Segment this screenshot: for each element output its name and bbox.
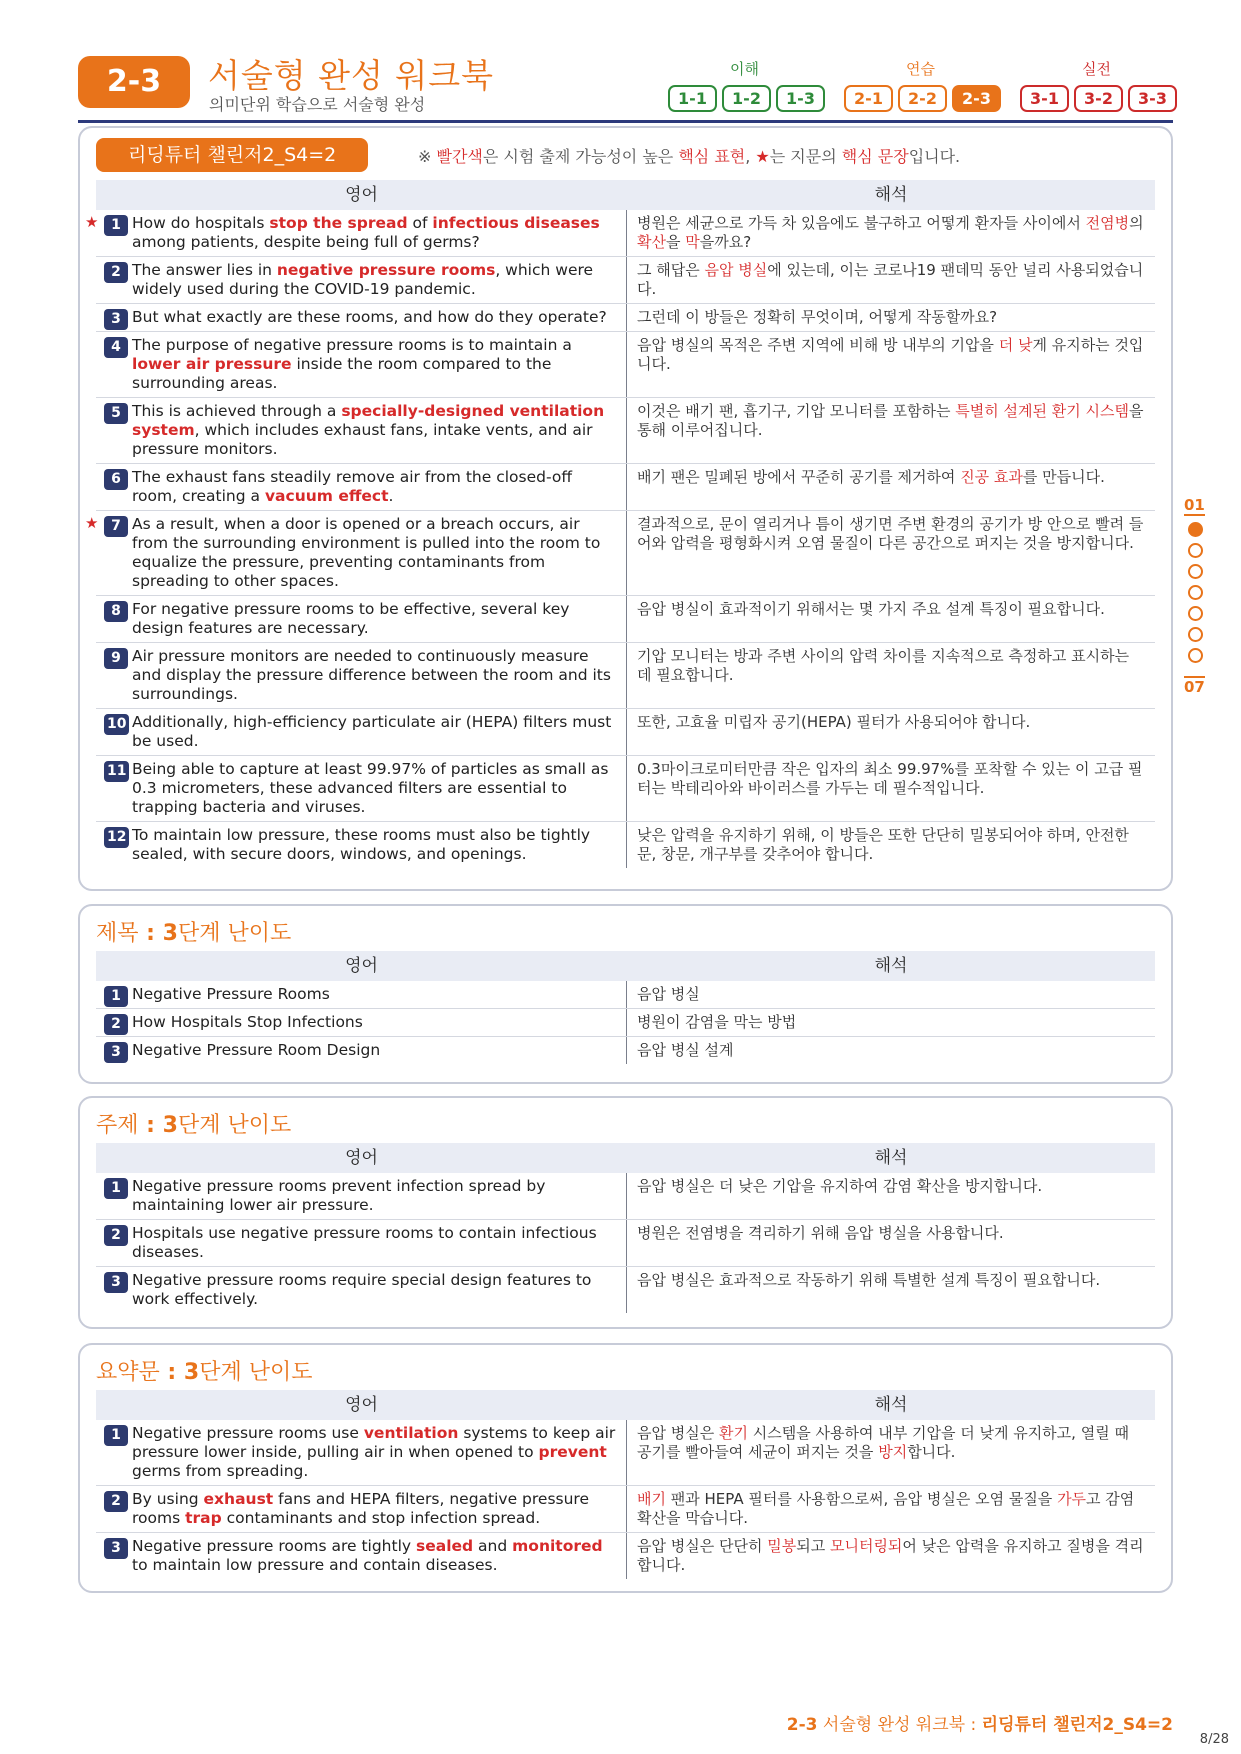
text-segment: 게 유지하는 것입니다. [637,336,1144,373]
passage-label: 리딩튜터 챌린저2_S4=2 [96,138,368,172]
english-sentence [85,511,627,595]
table-row [96,1486,1155,1533]
korean-translation [627,1267,1155,1313]
english-sentence [96,643,627,708]
key-expression: infectious diseases [432,214,600,232]
text-segment: Negative pressure rooms require special design features to work effectively. [132,1271,592,1308]
key-expression: 전염병 [1085,214,1130,232]
progress-dot[interactable] [1188,585,1203,600]
section-title: 요약문 : 3단계 난이도 [96,1360,313,1385]
footer-label: 2-3 서술형 완성 워크북 : 리딩튜터 챌린저2_S4=2 [786,1715,1173,1735]
key-expression: negative pressure rooms [276,261,496,279]
key-expression: 진공 효과 [960,468,1023,486]
korean-translation [627,1420,1155,1485]
text-segment: among patients, despite being full of germs? [132,233,480,251]
key-expression: prevent [538,1443,607,1461]
key-expression: 방지 [878,1443,908,1461]
key-sentence-star-icon: ★ [85,213,99,231]
column-translation: 해석 [874,185,908,205]
english-sentence [96,1173,627,1219]
text-segment: 시스템을 사용하여 내부 기압을 더 낮게 유지하고, 열릴 때 공기를 빨아들여 세균이 퍼지는 것을 [637,1424,1129,1461]
english-sentence [96,332,627,397]
table-row [96,1267,1155,1313]
text-segment: systems to keep air pressure lower inside, pulling air in when opened to [132,1424,616,1461]
text-segment: 음압 병실은 효과적으로 작동하기 위해 특별한 설계 특징이 필요합니다. [637,1271,1101,1289]
text-segment: . [388,487,394,505]
korean-translation [627,1173,1155,1219]
sentence-number: 11 [104,761,129,782]
table-row [96,1009,1155,1037]
column-english: 영어 [345,956,378,976]
text-segment: germs from spreading. [132,1462,309,1480]
progress-dot[interactable] [1188,627,1203,642]
table-row [96,643,1155,709]
progress-dot[interactable] [1188,564,1203,579]
table-row [96,1220,1155,1267]
progress-dot[interactable] [1188,543,1203,558]
text-segment: Negative pressure rooms use [132,1424,364,1442]
unit-badge: 2-3 [78,56,190,108]
text-segment: 어 낮은 압력을 유지하고 질병을 격리합니다. [637,1537,1144,1574]
english-sentence [96,1420,627,1485]
column-translation: 해석 [874,1395,908,1415]
sentence-number: 1 [104,215,128,236]
key-expression: 막 [685,233,700,251]
key-expression: 환기 [719,1424,748,1442]
korean-translation [627,511,1155,595]
text-segment: 병원은 전염병을 격리하기 위해 음압 병실을 사용합니다. [637,1224,1004,1242]
text-segment: The purpose of negative pressure rooms is to maintain a [132,336,572,354]
key-expression: 더 낮 [998,336,1033,354]
level-button-1-2[interactable]: 1-2 [722,85,771,112]
column-translation: 해석 [874,956,908,976]
text-segment: inside the room compared to the surrounding areas. [132,355,552,392]
text-segment: , which were widely used during the COVID-19 pandemic. [132,261,594,298]
legend-notice: ※ 빨간색은 시험 출제 가능성이 높은 핵심 표현, ★는 지문의 핵심 문장입니다. [418,147,961,166]
text-segment: By using [132,1490,204,1508]
table-row [96,464,1155,511]
table-row [96,332,1155,398]
key-expression: 음압 병실 [704,261,768,279]
text-segment: of [407,214,433,232]
text-segment: For negative pressure rooms to be effective, several key design features are necessary. [132,600,570,637]
english-sentence [96,1220,627,1266]
table-header [96,1143,1155,1173]
level-navigator [668,58,1173,118]
key-expression: trap [185,1509,222,1527]
text-segment: 음압 병실은 [637,1424,719,1442]
korean-translation [627,332,1155,397]
table-row [96,709,1155,756]
sentence-number: 6 [104,469,128,490]
text-segment: contaminants and stop infection spread. [221,1509,541,1527]
korean-translation [627,643,1155,708]
korean-translation [627,756,1155,821]
key-expression: 확산 [637,233,666,251]
text-segment: 음압 병실 [637,985,700,1003]
table-row [96,756,1155,822]
topic-table [96,1173,1155,1313]
text-segment: 을 [665,233,686,251]
table-row [96,398,1155,464]
korean-translation [627,464,1155,510]
korean-translation [627,1533,1155,1579]
sentence-number: 2 [104,262,128,283]
text-segment: 그 해답은 [637,261,705,279]
level-button-2-2[interactable]: 2-2 [898,85,947,112]
sentence-number: 2 [104,1491,128,1512]
page-title: 서술형 완성 워크북 [208,56,495,95]
english-sentence [96,981,627,1008]
korean-translation [627,304,1155,331]
table-header [96,1390,1155,1420]
section-title: 주제 : 3단계 난이도 [96,1113,292,1138]
text-segment: 병원이 감염을 막는 방법 [637,1013,797,1031]
sentence-number: 3 [104,1272,128,1293]
level-button-2-1[interactable]: 2-1 [844,85,893,112]
sentence-number: 2 [104,1014,128,1035]
title-table [96,981,1155,1064]
text-segment: 의 [1129,214,1144,232]
korean-translation [627,210,1155,256]
text-segment: and [473,1537,513,1555]
korean-translation [627,257,1155,303]
english-sentence [96,1037,627,1064]
english-sentence [96,1267,627,1313]
text-segment: 결과적으로, 문이 열리거나 틈이 생기면 주변 환경의 공기가 방 안으로 빨려 들어와 압력을 평형화시켜 오염 물질이 다른 공간으로 퍼지는 것을 방지합니다. [637,515,1144,552]
text-segment: 음압 병실은 더 낮은 기압을 유지하여 감염 확산을 방지합니다. [637,1177,1043,1195]
key-expression: 특별히 설계된 환기 시스템 [955,402,1129,420]
sentence-number: 1 [104,986,128,1007]
section-title: 제목 : 3단계 난이도 [96,921,292,946]
english-sentence [96,1009,627,1036]
text-segment: Negative Pressure Rooms [132,985,330,1003]
text-segment: 을 통해 이루어집니다. [637,402,1144,439]
text-segment: 고 감염 확산을 막습니다. [637,1490,1135,1527]
english-sentence [96,596,627,642]
page-header [78,52,1173,124]
korean-translation [627,1037,1155,1064]
progress-start-label: 01 [1184,496,1205,514]
english-sentence [96,1486,627,1532]
level-button-3-1[interactable]: 3-1 [1020,85,1069,112]
summary-panel [78,1343,1173,1593]
table-row [96,1420,1155,1486]
progress-dot[interactable] [1188,648,1203,663]
text-segment: But what exactly are these rooms, and how do they operate? [132,308,607,326]
text-segment: Negative pressure rooms prevent infection spread by maintaining lower air pressure. [132,1177,546,1214]
column-english: 영어 [345,1395,378,1415]
key-expression: lower air pressure [132,355,292,373]
column-english: 영어 [345,1148,378,1168]
table-row [85,511,1155,596]
korean-translation [627,1486,1155,1532]
english-sentence [96,304,627,331]
key-expression: sealed [416,1537,474,1555]
column-english: 영어 [345,185,378,205]
text-segment: 기압 모니터는 방과 주변 사이의 압력 차이를 지속적으로 측정하고 표시하는 데 필요합니다. [637,647,1130,684]
key-expression: 가두 [1057,1490,1087,1508]
english-sentence [96,709,627,755]
key-expression: specially-designed ventilation system [132,402,605,439]
table-row [96,1173,1155,1220]
korean-translation [627,709,1155,755]
korean-translation [627,1220,1155,1266]
key-expression: stop the spread [269,214,408,232]
korean-translation [627,398,1155,463]
progress-dot[interactable] [1188,522,1203,537]
sentence-number: 2 [104,1225,128,1246]
key-expression: vacuum effect [264,487,389,505]
text-segment: How do hospitals [132,214,270,232]
key-expression: ventilation [363,1424,459,1442]
table-row [96,1533,1155,1579]
table-row [96,304,1155,332]
level-button-3-2[interactable]: 3-2 [1074,85,1123,112]
sentence-number: 1 [104,1178,128,1199]
english-sentence [96,756,627,821]
sentence-number: 3 [104,309,128,330]
header-divider [78,120,1173,123]
text-segment: 음압 병실 설계 [637,1041,734,1059]
sentence-number: 1 [104,1425,128,1446]
text-segment: Air pressure monitors are needed to continuously measure and display the pressure difference between the room and its surroundings. [132,647,611,703]
text-segment: 그런데 이 방들은 정확히 무엇이며, 어떻게 작동할까요? [637,308,998,326]
title-panel [78,904,1173,1084]
table-header [96,951,1155,981]
level-button-1-3[interactable]: 1-3 [776,85,825,112]
text-segment: Negative Pressure Room Design [132,1041,381,1059]
text-segment: 또한, 고효율 미립자 공기(HEPA) 필터가 사용되어야 합니다. [637,713,1031,731]
text-segment: Hospitals use negative pressure rooms to contain infectious diseases. [132,1224,597,1261]
sentence-number: 12 [104,827,129,848]
text-segment: How Hospitals Stop Infections [132,1013,363,1031]
english-sentence [96,1533,627,1579]
summary-table [96,1420,1155,1579]
key-sentence-star-icon: ★ [85,514,99,532]
sentence-number: 10 [104,714,129,735]
main-passage-panel [78,126,1173,891]
key-expression: 모니터링되 [829,1537,903,1555]
table-header [96,180,1155,210]
korean-translation [627,1009,1155,1036]
korean-translation [627,981,1155,1008]
korean-translation [627,596,1155,642]
key-expression: 밀봉 [767,1537,797,1555]
text-segment: 0.3마이크로미터만큼 작은 입자의 최소 99.97%를 포착할 수 있는 이 고급 필터는 박테리아와 바이러스를 가두는 데 필수적입니다. [637,760,1143,797]
table-row [96,257,1155,304]
text-segment: 합니다. [907,1443,956,1461]
text-segment: 팬과 HEPA 필터를 사용함으로써, 음압 병실은 오염 물질을 [665,1490,1058,1508]
text-segment: 음압 병실이 효과적이기 위해서는 몇 가지 주요 설계 특징이 필요합니다. [637,600,1105,618]
text-segment: 병원은 세균으로 가득 차 있음에도 불구하고 어떻게 환자들 사이에서 [637,214,1086,232]
level-button-2-3[interactable]: 2-3 [952,85,1001,112]
english-sentence [96,398,627,463]
sentence-number: 3 [104,1042,128,1063]
level-button-3-3[interactable]: 3-3 [1128,85,1177,112]
level-group-caption: 실전 [1082,60,1111,78]
key-expression: monitored [512,1537,603,1555]
table-row [96,822,1155,868]
table-row [85,210,1155,257]
progress-dot[interactable] [1188,606,1203,621]
text-segment: To maintain low pressure, these rooms must also be tightly sealed, with secure doors, windows, and openings. [132,826,591,863]
table-row [96,596,1155,643]
text-segment: 이것은 배기 팬, 흡기구, 기압 모니터를 포함하는 [637,402,956,420]
key-expression: 배기 [637,1490,666,1508]
level-group-caption: 이해 [730,60,759,78]
english-sentence [96,822,627,868]
sentence-number: 8 [104,601,128,622]
text-segment: fans and HEPA filters, negative pressure rooms [132,1490,590,1527]
text-segment: 되고 [796,1537,830,1555]
text-segment: , which includes exhaust fans, intake vents, and air pressure monitors. [132,421,593,458]
sentence-number: 5 [104,403,128,424]
text-segment: The answer lies in [132,261,277,279]
text-segment: Additionally, high-efficiency particulate air (HEPA) filters must be used. [132,713,612,750]
level-group-caption: 연습 [906,60,935,78]
text-segment: Being able to capture at least 99.97% of particles as small as 0.3 micrometers, these advanced filters are essential to trapping bacteria and viruses. [132,760,609,816]
text-segment: 를 만듭니다. [1022,468,1105,486]
text-segment: Negative pressure rooms are tightly [132,1537,416,1555]
key-expression: exhaust [203,1490,274,1508]
text-segment: As a result, when a door is opened or a breach occurs, air from the surrounding environment is pulled into the room to equalize the pressure, preventing contaminants from spreading to other spaces. [132,515,601,590]
text-segment: 낮은 압력을 유지하기 위해, 이 방들은 또한 단단히 밀봉되어야 하며, 안전한 문, 창문, 개구부를 갖추어야 합니다. [637,826,1129,863]
section-progress [1180,496,1216,696]
table-row [96,981,1155,1009]
korean-translation [627,822,1155,868]
sentence-number: 9 [104,648,128,669]
english-sentence [96,464,627,510]
english-sentence [96,257,627,303]
sentence-number: 4 [104,337,128,358]
english-sentence [85,210,627,256]
level-button-1-1[interactable]: 1-1 [668,85,717,112]
column-translation: 해석 [874,1148,908,1168]
text-segment: 음압 병실의 목적은 주변 지역에 비해 방 내부의 기압을 [637,336,999,354]
table-row [96,1037,1155,1064]
sentence-number: 7 [104,516,128,537]
text-segment: This is achieved through a [132,402,342,420]
text-segment: 음압 병실은 단단히 [637,1537,768,1555]
progress-end-label: 07 [1184,678,1205,696]
text-segment: to maintain low pressure and contain diseases. [132,1556,498,1574]
text-segment: 배기 팬은 밀폐된 방에서 꾸준히 공기를 제거하여 [637,468,961,486]
text-segment: 에 있는데, 이는 코로나19 팬데믹 동안 널리 사용되었습니다. [637,261,1144,298]
page-subtitle: 의미단위 학습으로 서술형 완성 [209,95,426,114]
topic-panel [78,1096,1173,1329]
text-segment: The exhaust fans steadily remove air from the closed-off room, creating a [132,468,572,505]
sentence-table [85,210,1155,868]
sentence-number: 3 [104,1538,128,1559]
text-segment: 을까요? [699,233,752,251]
page-number: 8/28 [1199,1732,1229,1747]
